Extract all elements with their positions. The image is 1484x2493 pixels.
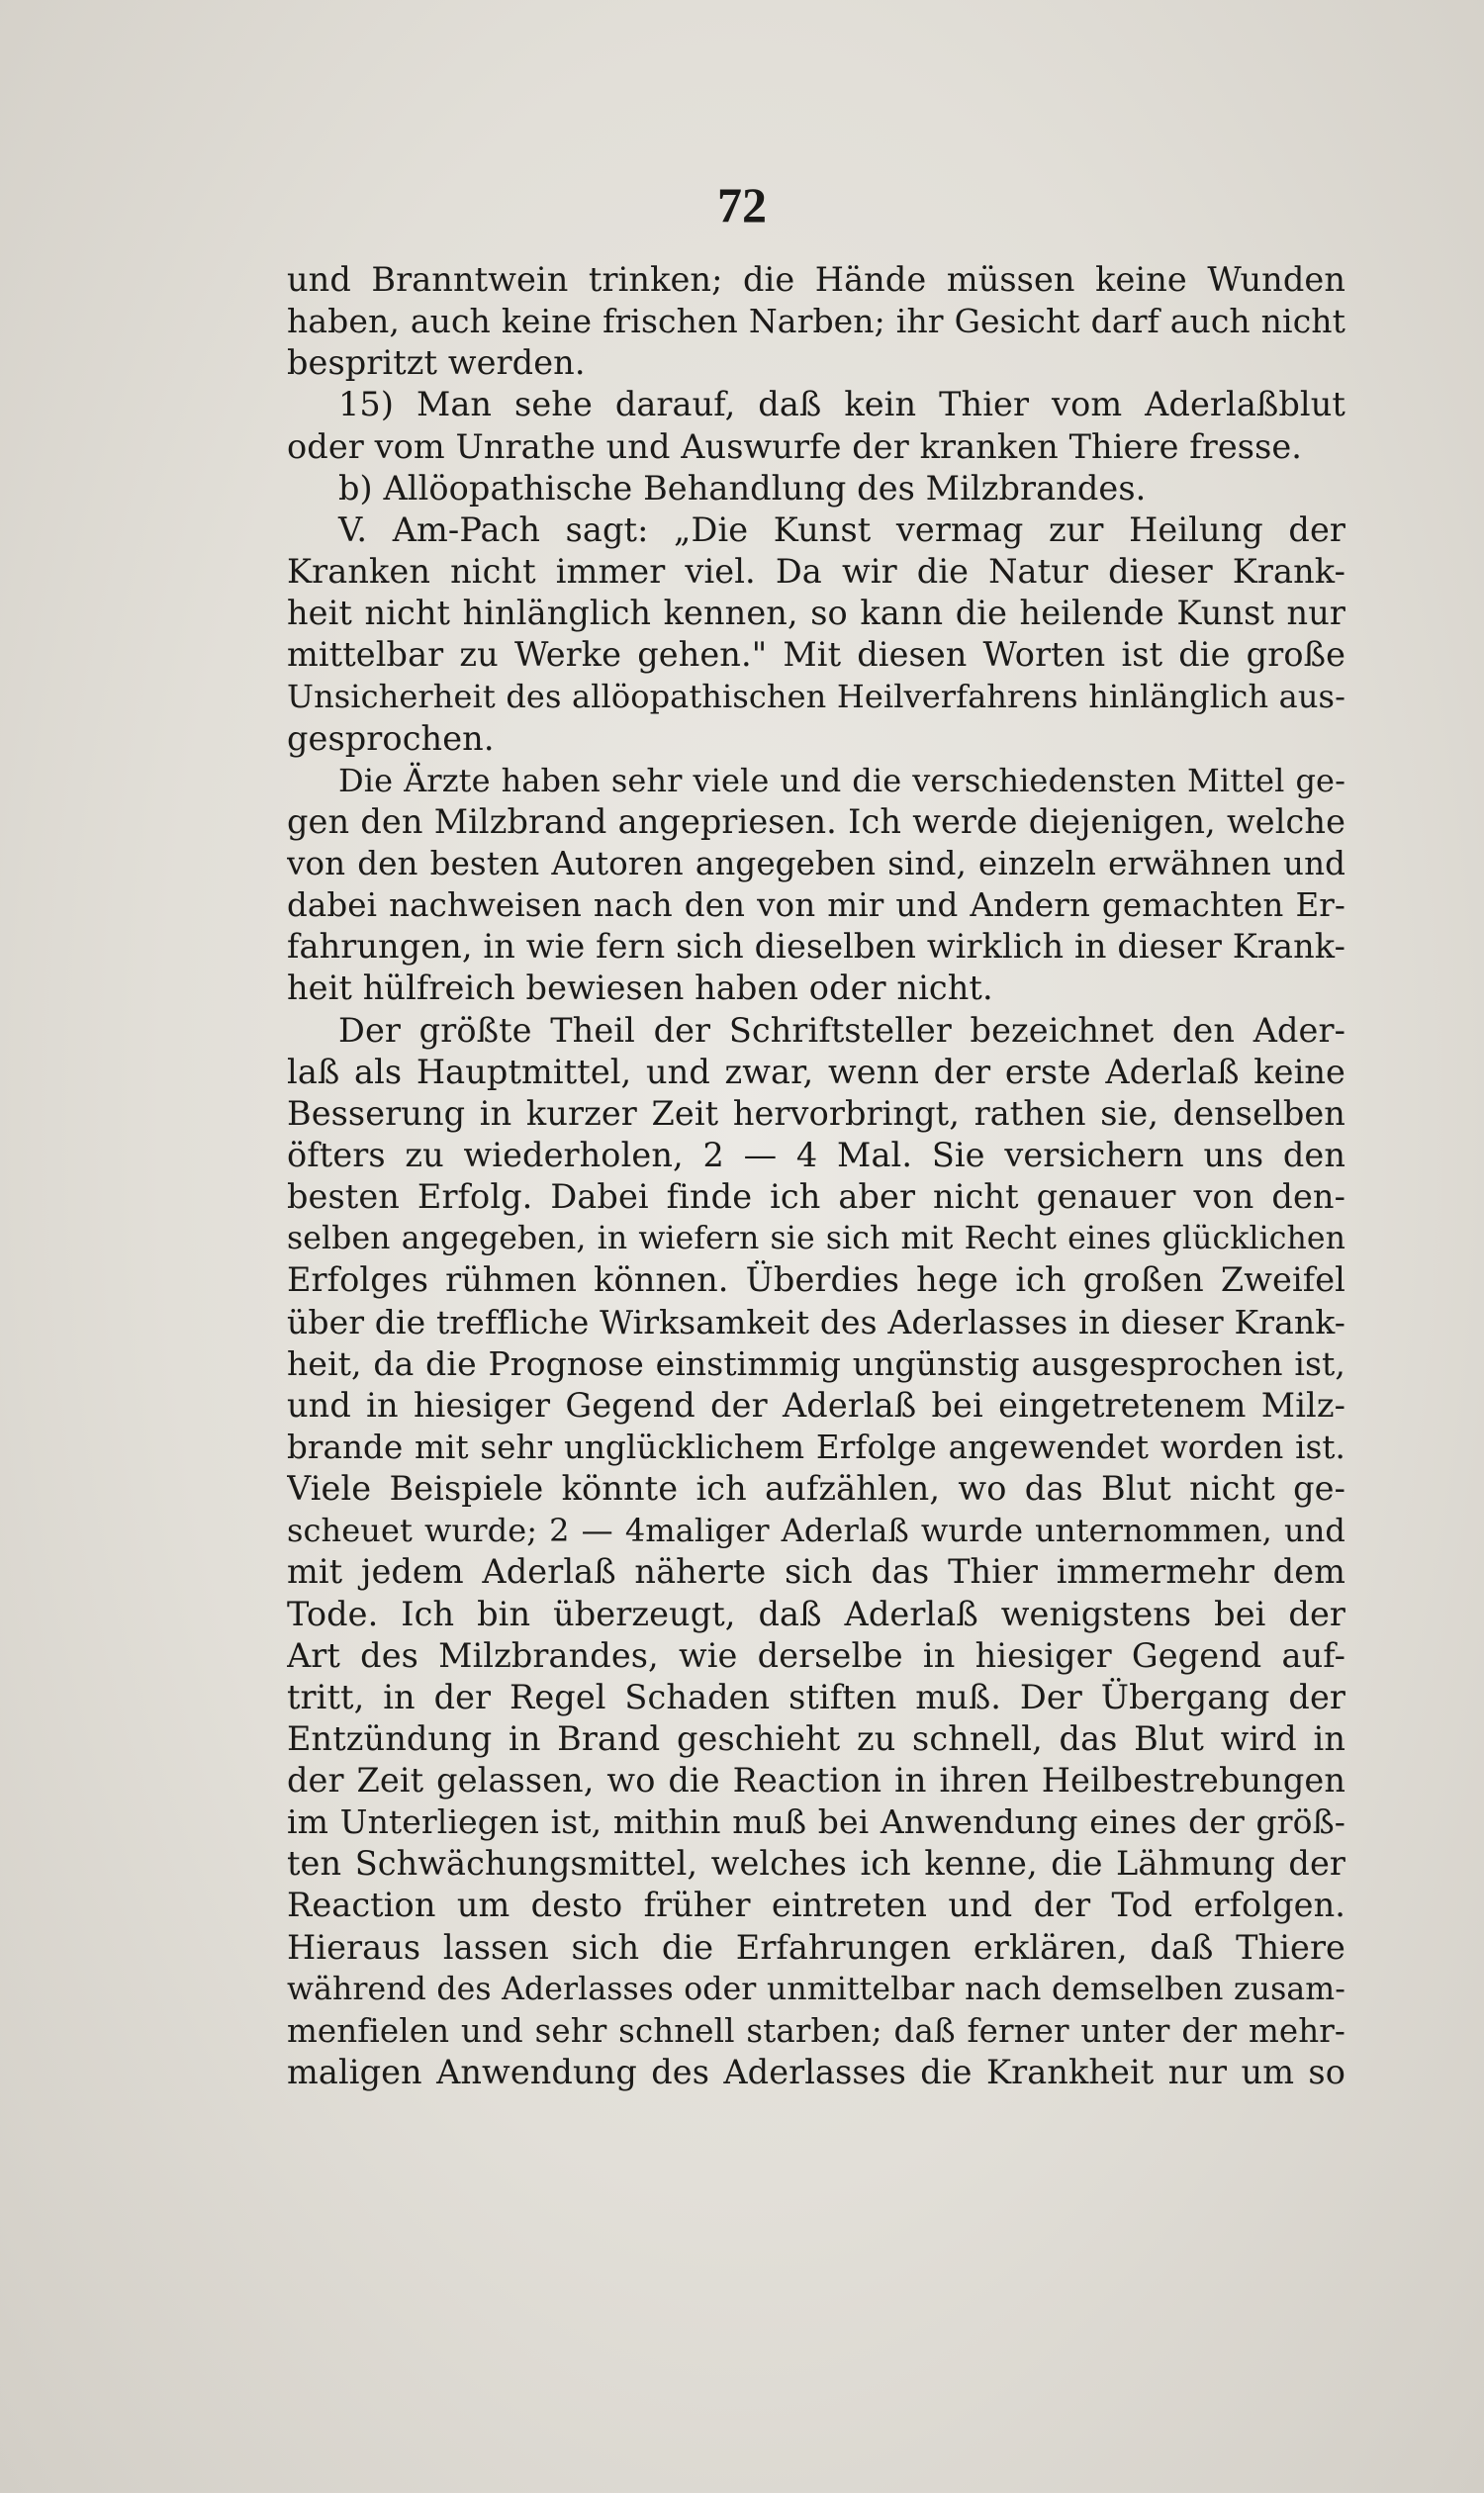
body-text [287,259,1345,2093]
text-line: bespritzt werden. [287,343,586,383]
text-line: laß als Hauptmittel, und zwar, wenn der erste Aderlaß keine [287,1052,1345,1091]
text-line: scheuet wurde; 2 — 4maliger Aderlaß wurde unternommen, und [287,1512,1345,1550]
text-line: mit jedem Aderlaß näherte sich das Thier immermehr dem [287,1552,1345,1592]
text-line: b) Allöopathische Behandlung des Milzbrandes. [338,468,1147,508]
text-line: heit hülfreich bewiesen haben oder nicht. [287,969,993,1008]
text-line: über die treffliche Wirksamkeit des Aderlasses in dieser Krank- [287,1302,1345,1341]
text-line: ten Schwächungsmittel, welches ich kenne, die Lähmung der [287,1844,1345,1884]
text-line: von den besten Autoren angegeben sind, einzeln erwähnen und [287,844,1345,882]
text-line: 15) Man sehe darauf, daß kein Thier vom Aderlaßblut [338,385,1345,424]
text-line: brande mit sehr unglücklichem Erfolge angewendet worden ist. [287,1428,1345,1466]
text-line: maligen Anwendung des Aderlasses die Krankheit nur um so [287,2053,1345,2092]
text-line: im Unterliegen ist, mithin muß bei Anwendung eines der größ- [287,1802,1345,1842]
text-line: der Zeit gelassen, wo die Reaction in ihren Heilbestrebungen [287,1761,1345,1800]
text-line: Entzündung in Brand geschieht zu schnell, das Blut wird in [287,1718,1345,1758]
text-line: Besserung in kurzer Zeit hervorbringt, rathen sie, denselben [287,1093,1345,1133]
text-line: Unsicherheit des allöopathischen Heilverfahrens hinlänglich aus- [287,678,1345,716]
text-line: tritt, in der Regel Schaden stiften muß. Der Übergang der [287,1677,1345,1716]
text-line: oder vom Unrathe und Auswurfe der kranken Thiere fresse. [287,426,1303,466]
text-line: fahrungen, in wie fern sich dieselben wirklich in dieser Krank- [287,927,1345,967]
text-line: haben, auch keine frischen Narben; ihr Gesicht darf auch nicht [287,302,1345,341]
text-line: Der größte Theil der Schriftsteller bezeichnet den Ader- [338,1010,1345,1050]
text-line: Art des Milzbrandes, wie derselbe in hiesiger Gegend auf- [287,1635,1345,1675]
text-line: mittelbar zu Werke gehen." Mit diesen Worten ist die große [287,635,1345,675]
text-line: während des Aderlasses oder unmittelbar nach demselben zusam- [287,1971,1345,2007]
text-line: Viele Beispiele könnte ich aufzählen, wo das Blut nicht ge- [287,1469,1345,1509]
page-number: 72 [717,177,767,232]
text-line: Hieraus lassen sich die Erfahrungen erklären, daß Thiere [287,1927,1345,1967]
text-line: V. Am-Pach sagt: „Die Kunst vermag zur Heilung der [338,509,1345,549]
text-line: Die Ärzte haben sehr viele und die verschiedensten Mittel ge- [338,761,1345,799]
text-line: Erfolges rühmen können. Überdies hege ich großen Zweifel [287,1260,1345,1300]
text-line: besten Erfolg. Dabei finde ich aber nicht genauer von den- [287,1177,1345,1217]
text-line: öfters zu wiederholen, 2 — 4 Mal. Sie versichern uns den [287,1135,1345,1174]
text-line: menfielen und sehr schnell starben; daß ferner unter der mehr- [287,2011,1345,2050]
text-line: heit nicht hinlänglich kennen, so kann die heilende Kunst nur [287,594,1345,633]
text-line: selben angegeben, in wiefern sie sich mit Recht eines glücklichen [287,1221,1345,1257]
text-line: heit, da die Prognose einstimmig ungünstig ausgesprochen ist, [287,1343,1345,1383]
text-line: Kranken nicht immer viel. Da wir die Natur dieser Krank- [287,551,1345,591]
text-line: und in hiesiger Gegend der Aderlaß bei eingetretenem Milz- [287,1385,1345,1425]
text-line: und Branntwein trinken; die Hände müssen keine Wunden [287,260,1345,299]
text-line: Tode. Ich bin überzeugt, daß Aderlaß wenigstens bei der [287,1594,1345,1633]
text-line: dabei nachweisen nach den von mir und Andern gemachten Er- [287,886,1345,925]
text-line: gen den Milzbrand angepriesen. Ich werde diejenigen, welche [287,801,1345,841]
text-line: gesprochen. [287,718,495,758]
text-line: Reaction um desto früher eintreten und der Tod erfolgen. [287,1886,1345,1925]
